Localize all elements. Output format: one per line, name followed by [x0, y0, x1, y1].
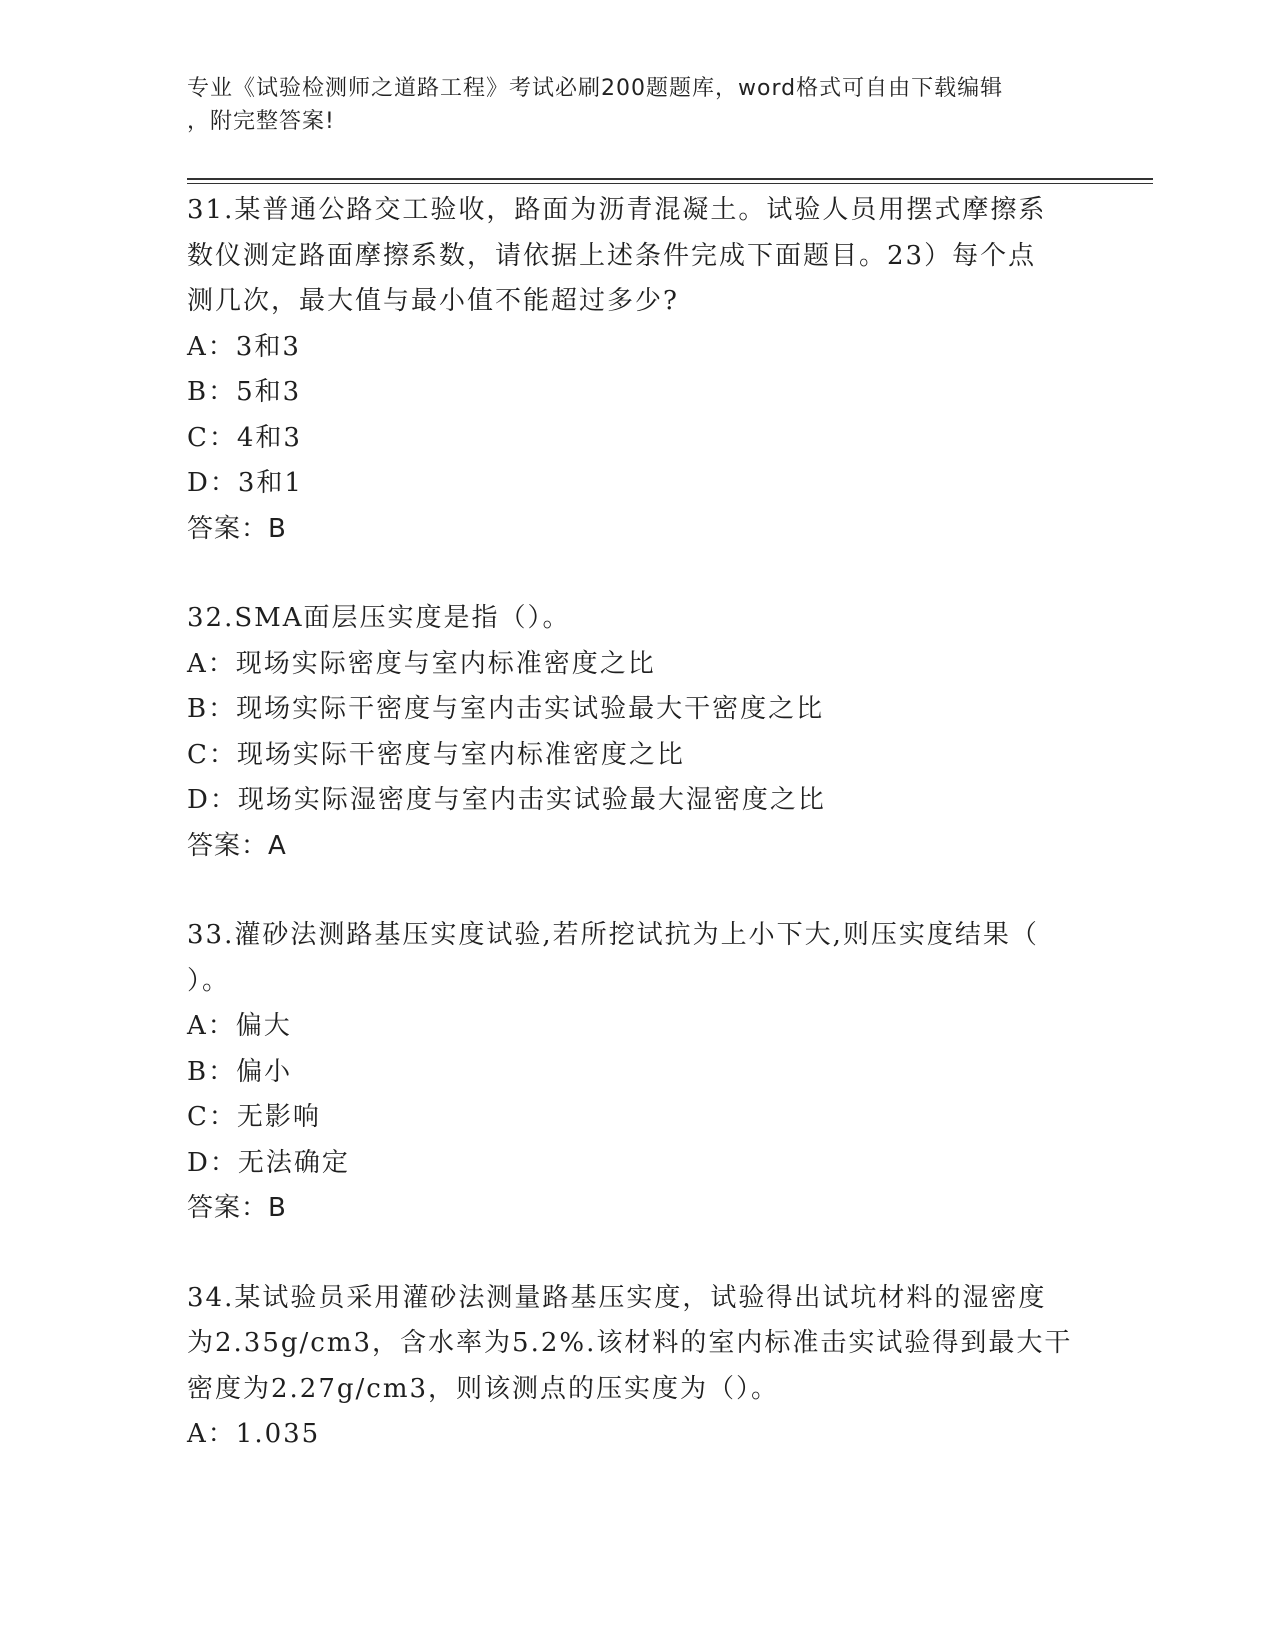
question-stem	[187, 596, 1087, 642]
answer-line: 答案：B	[187, 1193, 287, 1223]
option-a: A：现场实际密度与室内标准密度之比	[187, 648, 656, 679]
option-b: B：现场实际干密度与室内击实试验最大干密度之比	[187, 694, 825, 724]
document-header	[187, 72, 1067, 138]
question-31	[187, 188, 1087, 552]
stem-line: ）。	[187, 965, 231, 996]
stem-line: 测几次，最大值与最小值不能超过多少?	[187, 286, 679, 316]
stem-line: 31.某普通公路交工验收，路面为沥青混凝土。试验人员用摆式摩擦系	[187, 195, 1047, 225]
question-32	[187, 596, 1087, 869]
option-a: A：1.035	[187, 1419, 321, 1449]
option-d: D：3和1	[187, 468, 303, 498]
stem-line: 数仪测定路面摩擦系数，请依据上述条件完成下面题目。23）每个点	[187, 240, 1037, 271]
answer-line: 答案：B	[187, 513, 287, 544]
option-b: B：偏小	[187, 1056, 293, 1087]
option-d: D：无法确定	[187, 1147, 350, 1178]
question-list	[187, 188, 1087, 1458]
question-stem	[187, 913, 1087, 1004]
option-b: B：5和3	[187, 377, 302, 407]
option-a: A：偏大	[187, 1011, 292, 1041]
stem-line: 密度为2.27g/cm3，则该测点的压实度为（）。	[187, 1373, 780, 1404]
option-d: D：现场实际湿密度与室内击实试验最大湿密度之比	[187, 785, 826, 815]
question-stem	[187, 1276, 1087, 1413]
header-divider-thin	[187, 183, 1153, 184]
question-spacer	[187, 869, 1087, 913]
question-33	[187, 913, 1087, 1232]
stem-line: 33.灌砂法测路基压实度试验,若所挖试抗为上小下大,则压实度结果（	[187, 920, 1039, 950]
header-line-1: 专业《试验检测师之道路工程》考试必刷200题题库，word格式可自由下载编辑	[187, 76, 1004, 101]
stem-line: 34.某试验员采用灌砂法测量路基压实度，试验得出试坑材料的湿密度	[187, 1282, 1047, 1313]
option-c: C：无影响	[187, 1102, 321, 1132]
stem-line: 为2.35g/cm3，含水率为5.2%.该材料的室内标准击实试验得到最大干	[187, 1328, 1073, 1358]
option-c: C：现场实际干密度与室内标准密度之比	[187, 739, 685, 770]
option-c: C：4和3	[187, 422, 302, 453]
answer-line: 答案：A	[187, 830, 287, 861]
stem-line: 32.SMA面层压实度是指（）。	[187, 603, 571, 633]
question-stem	[187, 188, 1087, 325]
question-34	[187, 1276, 1087, 1458]
question-spacer	[187, 552, 1087, 596]
question-spacer	[187, 1232, 1087, 1276]
header-line-2: ，附完整答案!	[187, 109, 335, 134]
option-a: A：3和3	[187, 331, 301, 362]
header-divider-thick	[187, 178, 1153, 180]
